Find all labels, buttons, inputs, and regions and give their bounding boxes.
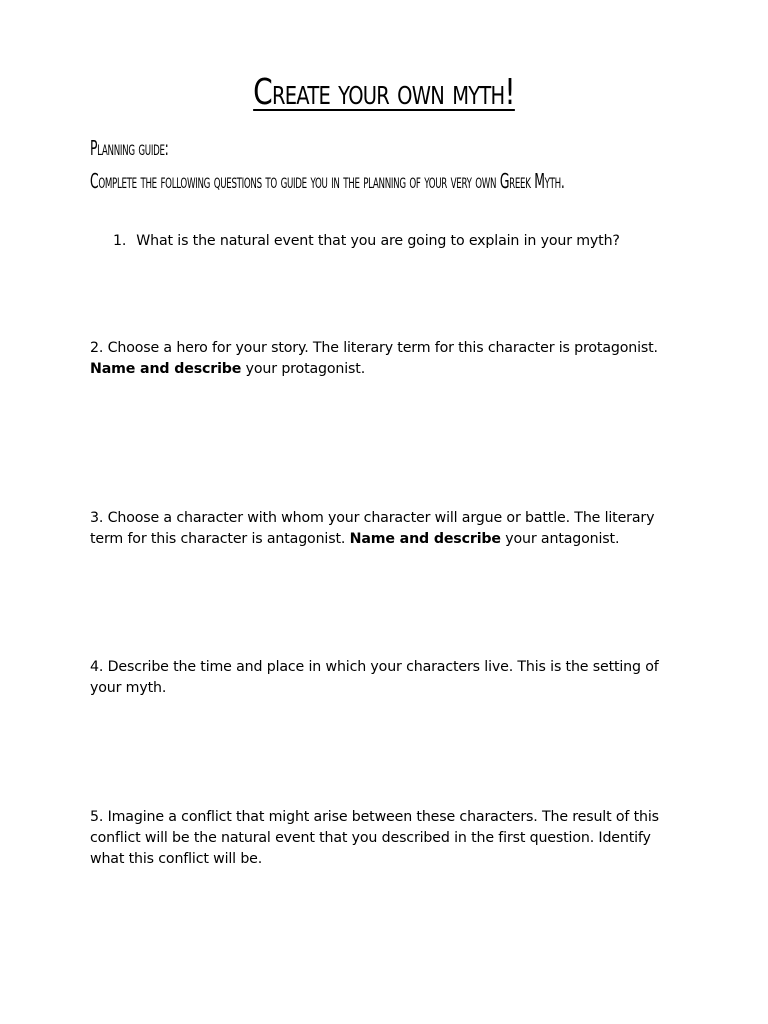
page-title-text: Create your own myth! [253,72,515,113]
question-4 [90,657,660,699]
question-2-tail: your protagonist. [241,361,366,377]
question-2-emphasis: Name and describe [90,361,242,377]
question-4-text: 4. Describe the time and place in which your characters live. This is the setting of your myth. [90,659,659,696]
question-3 [90,508,660,550]
question-1-number: 1. [113,233,127,249]
question-5 [90,807,660,870]
question-1 [113,231,683,252]
question-3-tail: your antagonist. [500,531,620,547]
planning-guide-heading: Planning guide: [90,136,169,160]
question-3-emphasis: Name and describe [349,531,501,547]
question-1-text: What is the natural event that you are going to explain in your myth? [136,233,620,249]
question-5-text: 5. Imagine a conflict that might arise between these characters. The result of this conflict will be the natural event that you described in the first question. Identify what this conflict will be. [90,809,659,867]
question-2 [90,338,660,380]
planning-guide-instructions: Complete the following questions to guide you in the planning of your very own Greek Myth. [90,169,565,193]
question-2-text: 2. Choose a hero for your story. The literary term for this character is protagonist. [90,340,658,356]
question-3-text: 3. Choose a character with whom your character will argue or battle. The literary term for this character is antagonist. [90,510,655,547]
page-title [84,72,683,113]
